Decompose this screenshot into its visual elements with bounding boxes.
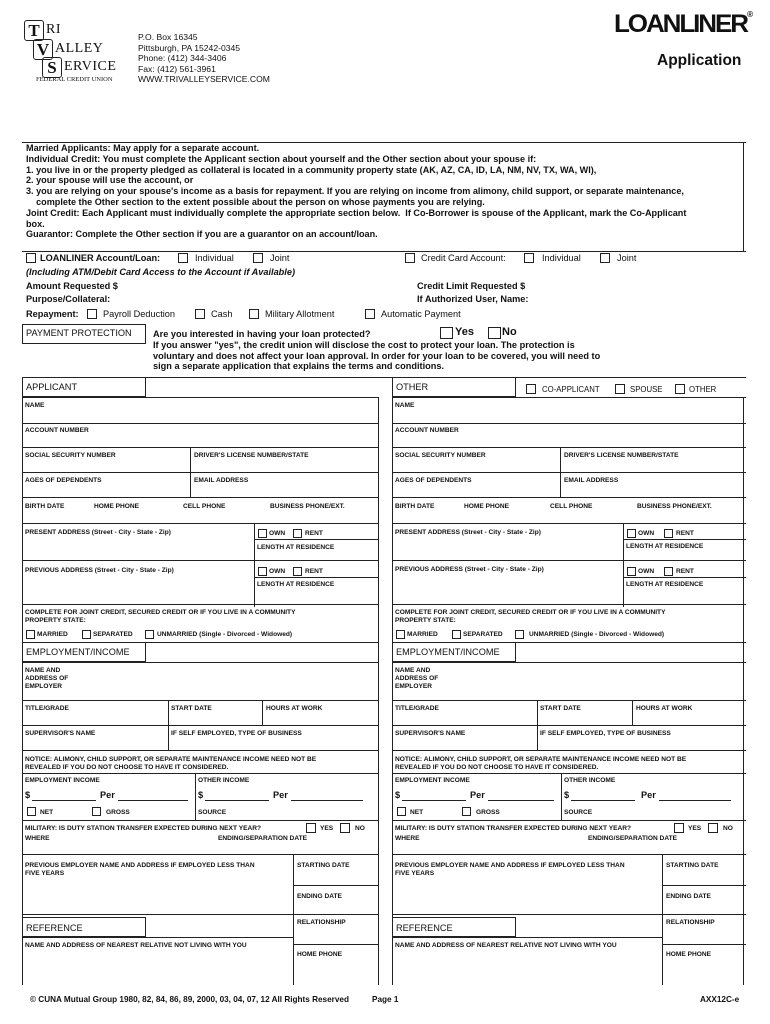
name-field[interactable]: NAME <box>25 402 45 409</box>
divider <box>392 773 746 774</box>
divider <box>662 944 746 945</box>
employer-name-field: ADDRESS OF <box>25 675 69 682</box>
married-checkbox[interactable] <box>396 630 405 639</box>
divider <box>22 397 23 985</box>
source-field[interactable]: SOURCE <box>198 809 227 816</box>
reference-home-phone-field[interactable]: HOME PHONE <box>297 951 343 958</box>
rent-label: RENT <box>305 568 323 575</box>
where-field[interactable]: WHERE <box>25 835 50 842</box>
employment-header: EMPLOYMENT/INCOME <box>26 647 130 657</box>
divider <box>22 820 379 821</box>
business-phone-field[interactable]: BUSINESS PHONE/EXT. <box>637 503 712 510</box>
protection-text <box>153 340 600 372</box>
military-yes-label: YES <box>688 825 702 832</box>
married-label: MARRIED <box>407 631 438 638</box>
start-date-field[interactable]: START DATE <box>540 705 581 712</box>
instruction-line: 3. you are relying on your spouse's income as a basis for repayment. If you are relying on income from alimony, child support, or separate maintenance, <box>26 186 684 197</box>
length-residence-field[interactable]: LENGTH AT RESIDENCE <box>257 544 335 551</box>
divider <box>623 577 746 578</box>
divider <box>22 700 379 701</box>
income-dollar: $ <box>395 790 401 800</box>
business-phone-field[interactable]: BUSINESS PHONE/EXT. <box>270 503 345 510</box>
loan-account-label: LOANLINER Account/Loan: <box>40 253 161 263</box>
starting-date-field[interactable]: STARTING DATE <box>297 862 350 869</box>
divider <box>293 885 379 886</box>
divider <box>743 397 744 985</box>
instruction-line: box. <box>26 218 45 229</box>
divider <box>195 773 196 820</box>
divider <box>254 577 379 578</box>
address-line: P.O. Box 16345 <box>138 32 198 42</box>
employment-income-label: EMPLOYMENT INCOME <box>395 777 470 784</box>
ending-date-field[interactable]: ENDING DATE <box>666 893 711 900</box>
joint-credit-note: PROPERTY STATE: <box>395 617 456 624</box>
employer-name-field[interactable]: NAME AND <box>395 667 431 674</box>
divider <box>392 937 662 938</box>
loan-joint-checkbox[interactable] <box>253 253 263 263</box>
divider <box>22 397 379 398</box>
previous-own-checkbox[interactable] <box>627 567 636 576</box>
logo-text-ervice: ERVICE <box>64 59 117 74</box>
divider <box>22 604 379 605</box>
divider <box>254 539 379 540</box>
cc-joint-label: Joint <box>617 253 637 263</box>
rent-label: RENT <box>676 568 694 575</box>
previous-address-field[interactable]: PREVIOUS ADDRESS (Street - City - State - Zip) <box>395 566 544 573</box>
income-notice: NOTICE: ALIMONY, CHILD SUPPORT, OR SEPARATE MAINTENANCE INCOME NEED NOT BE <box>395 756 687 763</box>
income-notice: NOTICE: ALIMONY, CHILD SUPPORT, OR SEPARATE MAINTENANCE INCOME NEED NOT BE <box>25 756 317 763</box>
divider <box>392 725 746 726</box>
logo-text-alley: ALLEY <box>55 41 104 56</box>
source-field[interactable]: SOURCE <box>564 809 593 816</box>
cell-phone-field[interactable]: CELL PHONE <box>550 503 593 510</box>
employer-name-field: EMPLOYER <box>395 683 433 690</box>
drivers-license-field[interactable]: DRIVER'S LICENSE NUMBER/STATE <box>194 452 309 459</box>
account-number-field[interactable]: ACCOUNT NUMBER <box>25 427 89 434</box>
ssn-field[interactable]: SOCIAL SECURITY NUMBER <box>395 452 486 459</box>
ending-date-field[interactable]: ENDING DATE <box>297 893 342 900</box>
own-label: OWN <box>269 568 286 575</box>
divider <box>392 397 746 398</box>
co-applicant-checkbox[interactable] <box>526 384 536 394</box>
divider <box>22 497 379 498</box>
military-label: Military Allotment <box>265 309 335 319</box>
separated-checkbox[interactable] <box>452 630 461 639</box>
divider <box>561 773 562 820</box>
other-header: OTHER <box>396 382 429 392</box>
present-rent-checkbox[interactable] <box>664 529 673 538</box>
protection-yes-checkbox[interactable] <box>440 327 453 339</box>
self-employed-field[interactable]: IF SELF EMPLOYED, TYPE OF BUSINESS <box>171 730 302 737</box>
divider <box>205 800 269 801</box>
instruction-line: complete the Other section to the extent possible about the person on whose payments you are relying. <box>26 196 485 207</box>
divider <box>392 914 746 915</box>
gross-label: GROSS <box>476 809 500 816</box>
joint-credit-note: COMPLETE FOR JOINT CREDIT, SECURED CREDIT OR IF YOU LIVE IN A COMMUNITY <box>25 609 296 616</box>
spouse-checkbox[interactable] <box>615 384 625 394</box>
protection-text-line: voluntary and does not affect your loan approval. In order for your loan to be covered, you will need to <box>153 350 601 361</box>
credit-limit-label: Credit Limit Requested $ <box>417 281 526 291</box>
protection-no-label: No <box>502 326 517 338</box>
dependents-field[interactable]: AGES OF DEPENDENTS <box>395 477 472 484</box>
military-checkbox[interactable] <box>249 309 259 319</box>
present-address-field[interactable]: PRESENT ADDRESS (Street - City - State - Zip) <box>25 529 171 536</box>
employer-name-field[interactable]: NAME AND <box>25 667 61 674</box>
separated-label: SEPARATED <box>463 631 503 638</box>
own-label: OWN <box>638 568 655 575</box>
divider <box>22 251 746 252</box>
cell-phone-field[interactable]: CELL PHONE <box>183 503 226 510</box>
net-checkbox[interactable] <box>27 807 36 816</box>
gross-checkbox[interactable] <box>462 807 471 816</box>
previous-employer-field: FIVE YEARS <box>395 870 435 877</box>
automatic-checkbox[interactable] <box>365 309 375 319</box>
employment-income-label: EMPLOYMENT INCOME <box>25 777 100 784</box>
other-label: OTHER <box>689 385 717 394</box>
where-field[interactable]: WHERE <box>395 835 420 842</box>
previous-employer-field: FIVE YEARS <box>25 870 65 877</box>
other-income-label: OTHER INCOME <box>564 777 616 784</box>
divider <box>392 604 746 605</box>
divider <box>488 800 554 801</box>
payroll-label: Payroll Deduction <box>103 309 176 319</box>
page-title: Application <box>657 52 742 69</box>
home-phone-field[interactable]: HOME PHONE <box>94 503 140 510</box>
ending-separation-field[interactable]: ENDING/SEPARATION DATE <box>588 835 678 842</box>
logo-box-v: V <box>33 39 53 60</box>
divider <box>254 523 255 607</box>
loan-account-checkbox[interactable] <box>26 253 36 263</box>
hours-field[interactable]: HOURS AT WORK <box>266 705 323 712</box>
automatic-label: Automatic Payment <box>381 309 461 319</box>
divider <box>293 944 379 945</box>
divider <box>22 447 379 448</box>
present-own-checkbox[interactable] <box>627 529 636 538</box>
length-residence-field[interactable]: LENGTH AT RESIDENCE <box>626 543 704 550</box>
page-number: Page 1 <box>372 995 399 1004</box>
divider <box>571 800 635 801</box>
divider <box>392 472 746 473</box>
loanliner-logo: LOANLINER® <box>614 10 754 38</box>
divider <box>392 423 746 424</box>
protection-no-checkbox[interactable] <box>488 327 501 339</box>
divider <box>22 523 379 524</box>
cc-individual-label: Individual <box>542 253 581 263</box>
start-date-field[interactable]: START DATE <box>171 705 212 712</box>
previous-employer-field[interactable]: PREVIOUS EMPLOYER NAME AND ADDRESS IF EMPLOYED LESS THAN <box>395 862 625 869</box>
employer-name-field: ADDRESS OF <box>395 675 439 682</box>
unmarried-checkbox[interactable] <box>145 630 154 639</box>
payroll-checkbox[interactable] <box>87 309 97 319</box>
reference-header: REFERENCE <box>396 923 453 933</box>
form-code: AXX12C-e <box>700 995 740 1004</box>
purpose-label: Purpose/Collateral: <box>26 294 111 304</box>
cash-label: Cash <box>211 309 233 319</box>
net-checkbox[interactable] <box>397 807 406 816</box>
divider <box>392 497 746 498</box>
joint-credit-note: PROPERTY STATE: <box>25 617 86 624</box>
divider <box>22 662 379 663</box>
protection-text-line: If you answer "yes", the credit union will disclose the cost to protect your loan. The protection is <box>153 340 575 350</box>
net-label: NET <box>410 809 424 816</box>
military-no-label: NO <box>355 825 365 832</box>
loan-joint-label: Joint <box>270 253 290 263</box>
separated-label: SEPARATED <box>93 631 133 638</box>
previous-employer-field[interactable]: PREVIOUS EMPLOYER NAME AND ADDRESS IF EMPLOYED LESS THAN <box>25 862 255 869</box>
divider <box>623 523 624 607</box>
present-rent-checkbox[interactable] <box>293 529 302 538</box>
divider <box>392 820 746 821</box>
authorized-user-label: If Authorized User, Name: <box>417 294 529 304</box>
repayment-label: Repayment: <box>26 309 79 319</box>
divider <box>378 397 379 985</box>
other-income-dollar: $ <box>198 790 204 800</box>
military-no-label: NO <box>723 825 733 832</box>
military-question: MILITARY: IS DUTY STATION TRANSFER EXPECTED DURING NEXT YEAR? <box>25 825 262 832</box>
divider <box>32 800 96 801</box>
other-income-label: OTHER INCOME <box>198 777 250 784</box>
divider <box>392 854 746 855</box>
length-residence-field[interactable]: LENGTH AT RESIDENCE <box>257 581 335 588</box>
logo-box-t: T <box>24 20 44 41</box>
divider <box>392 662 746 663</box>
other-checkbox[interactable] <box>675 384 685 394</box>
married-checkbox[interactable] <box>26 630 35 639</box>
military-question: MILITARY: IS DUTY STATION TRANSFER EXPECTED DURING NEXT YEAR? <box>395 825 632 832</box>
hours-field[interactable]: HOURS AT WORK <box>636 705 693 712</box>
cc-joint-checkbox[interactable] <box>600 253 610 263</box>
loan-individual-label: Individual <box>195 253 234 263</box>
divider <box>392 397 393 985</box>
present-address-field[interactable]: PRESENT ADDRESS (Street - City - State - Zip) <box>395 529 541 536</box>
email-field[interactable]: EMAIL ADDRESS <box>564 477 619 484</box>
married-label: MARRIED <box>37 631 68 638</box>
reference-home-phone-field[interactable]: HOME PHONE <box>666 951 712 958</box>
rent-label: RENT <box>676 530 694 537</box>
length-residence-field[interactable]: LENGTH AT RESIDENCE <box>626 581 704 588</box>
gross-checkbox[interactable] <box>92 807 101 816</box>
divider <box>293 854 294 985</box>
birth-date-field[interactable]: BIRTH DATE <box>25 503 65 510</box>
income-per: Per <box>100 790 115 800</box>
copyright: © CUNA Mutual Group 1980, 82, 84, 86, 89, 2000, 03, 04, 07, 12 All Rights Reserved <box>30 995 349 1004</box>
payment-protection-label: PAYMENT PROTECTION <box>26 328 132 338</box>
ssn-field[interactable]: SOCIAL SECURITY NUMBER <box>25 452 116 459</box>
previous-rent-checkbox[interactable] <box>293 567 302 576</box>
name-field[interactable]: NAME <box>395 402 415 409</box>
instruction-line: 1. you live in or the property pledged as collateral is located in a community property state (AK, AZ, CA, ID, LA, NM, NV, TX, WA, WI), <box>26 164 597 175</box>
dependents-field[interactable]: AGES OF DEPENDENTS <box>25 477 102 484</box>
logo-text-ri: RI <box>46 22 61 37</box>
unmarried-checkbox[interactable] <box>515 630 524 639</box>
divider <box>662 885 746 886</box>
present-own-checkbox[interactable] <box>258 529 267 538</box>
protection-text-line: sign a separate application that explains the terms and conditions. <box>153 361 445 372</box>
atm-note: (Including ATM/Debit Card Access to the Account if Available) <box>26 267 296 277</box>
credit-card-checkbox[interactable] <box>405 253 415 263</box>
credit-card-label: Credit Card Account: <box>421 253 506 263</box>
divider <box>402 800 466 801</box>
instruction-line: Guarantor: Complete the Other section if you are a guarantor on an account/loan. <box>26 229 378 240</box>
military-yes-checkbox[interactable] <box>306 823 316 833</box>
other-income-per: Per <box>641 790 656 800</box>
divider <box>22 423 379 424</box>
unmarried-label: UNMARRIED (Single - Divorced - Widowed) <box>529 631 665 638</box>
cash-checkbox[interactable] <box>195 309 205 319</box>
reference-header: REFERENCE <box>26 923 83 933</box>
own-label: OWN <box>638 530 655 537</box>
logo-box-s: S <box>42 57 62 78</box>
other-income-dollar: $ <box>564 790 570 800</box>
protection-yes-label: Yes <box>455 326 474 338</box>
income-notice: REVEALED IF YOU DO NOT CHOOSE TO HAVE IT CONSIDERED. <box>25 764 229 771</box>
separated-checkbox[interactable] <box>82 630 91 639</box>
address-line: Phone: (412) 344-3406 <box>138 53 227 64</box>
income-per: Per <box>470 790 485 800</box>
self-employed-field[interactable]: IF SELF EMPLOYED, TYPE OF BUSINESS <box>540 730 671 737</box>
instruction-line: Joint Credit: Each Applicant must individually complete the appropriate section below. If Co-Borrower is spouse of the Applicant, mark the Co-Applicant <box>26 207 687 218</box>
rent-label: RENT <box>305 530 323 537</box>
email-field[interactable]: EMAIL ADDRESS <box>194 477 249 484</box>
income-dollar: $ <box>25 790 31 800</box>
divider <box>22 472 379 473</box>
applicant-header: APPLICANT <box>26 382 78 392</box>
military-no-checkbox[interactable] <box>340 823 350 833</box>
home-phone-field[interactable]: HOME PHONE <box>464 503 510 510</box>
drivers-license-field[interactable]: DRIVER'S LICENSE NUMBER/STATE <box>564 452 679 459</box>
unmarried-label: UNMARRIED (Single - Divorced - Widowed) <box>157 631 293 638</box>
divider <box>22 937 293 938</box>
spouse-label: SPOUSE <box>630 385 663 394</box>
military-yes-label: YES <box>320 825 334 832</box>
other-column <box>392 397 746 985</box>
account-number-field[interactable]: ACCOUNT NUMBER <box>395 427 459 434</box>
divider <box>392 560 746 561</box>
co-applicant-label: CO-APPLICANT <box>542 385 600 394</box>
income-notice: REVEALED IF YOU DO NOT CHOOSE TO HAVE IT CONSIDERED. <box>395 764 599 771</box>
title-grade-field[interactable]: TITLE/GRADE <box>25 705 69 712</box>
other-income-per: Per <box>273 790 288 800</box>
employment-header: EMPLOYMENT/INCOME <box>396 647 500 657</box>
military-no-checkbox[interactable] <box>708 823 718 833</box>
divider <box>262 700 263 725</box>
previous-rent-checkbox[interactable] <box>664 567 673 576</box>
nearest-relative-field[interactable]: NAME AND ADDRESS OF NEAREST RELATIVE NOT LIVING WITH YOU <box>395 942 617 949</box>
instruction-line: 2. your spouse will use the account, or <box>26 175 194 186</box>
divider <box>392 750 746 751</box>
military-yes-checkbox[interactable] <box>674 823 684 833</box>
divider <box>22 725 379 726</box>
instruction-line: Married Applicants: May apply for a separate account. <box>26 143 260 153</box>
nearest-relative-field[interactable]: NAME AND ADDRESS OF NEAREST RELATIVE NOT LIVING WITH YOU <box>25 942 247 949</box>
divider <box>659 800 731 801</box>
divider <box>22 914 379 915</box>
divider <box>291 800 363 801</box>
starting-date-field[interactable]: STARTING DATE <box>666 862 719 869</box>
supervisor-field[interactable]: SUPERVISOR'S NAME <box>25 730 96 737</box>
instructions <box>26 143 746 240</box>
logo-subtitle: FEDERAL CREDIT UNION <box>36 76 113 83</box>
cc-individual-checkbox[interactable] <box>524 253 534 263</box>
divider <box>22 750 379 751</box>
divider <box>392 523 746 524</box>
gross-label: GROSS <box>106 809 130 816</box>
amount-requested-label: Amount Requested $ <box>26 281 118 291</box>
net-label: NET <box>40 809 54 816</box>
divider <box>662 854 663 985</box>
loan-individual-checkbox[interactable] <box>178 253 188 263</box>
address-line: Fax: (412) 561-3961 <box>138 63 216 74</box>
instruction-line: Individual Credit: You must complete the Applicant section about yourself and the Other section about your spouse if: <box>26 153 537 164</box>
divider <box>22 854 379 855</box>
divider <box>22 560 379 561</box>
previous-address-field[interactable]: PREVIOUS ADDRESS (Street - City - State - Zip) <box>25 567 174 574</box>
title-grade-field[interactable]: TITLE/GRADE <box>395 705 439 712</box>
divider <box>22 773 379 774</box>
divider <box>392 700 746 701</box>
address-line: WWW.TRIVALLEYSERVICE.COM <box>138 74 270 85</box>
divider <box>623 539 746 540</box>
credit-union-logo <box>24 20 134 82</box>
address-block <box>138 32 270 85</box>
address-line: Pittsburgh, PA 15242-0345 <box>138 42 241 53</box>
relationship-field[interactable]: RELATIONSHIP <box>297 919 346 926</box>
previous-own-checkbox[interactable] <box>258 567 267 576</box>
divider <box>392 447 746 448</box>
ending-separation-field[interactable]: ENDING/SEPARATION DATE <box>218 835 308 842</box>
applicant-column <box>22 397 379 985</box>
birth-date-field[interactable]: BIRTH DATE <box>395 503 435 510</box>
divider <box>22 142 746 143</box>
divider <box>118 800 188 801</box>
supervisor-field[interactable]: SUPERVISOR'S NAME <box>395 730 466 737</box>
protection-question: Are you interested in having your loan protected? <box>153 329 371 339</box>
divider <box>743 142 744 252</box>
employer-name-field: EMPLOYER <box>25 683 63 690</box>
divider <box>632 700 633 725</box>
joint-credit-note: COMPLETE FOR JOINT CREDIT, SECURED CREDIT OR IF YOU LIVE IN A COMMUNITY <box>395 609 666 616</box>
own-label: OWN <box>269 530 286 537</box>
relationship-field[interactable]: RELATIONSHIP <box>666 919 715 926</box>
